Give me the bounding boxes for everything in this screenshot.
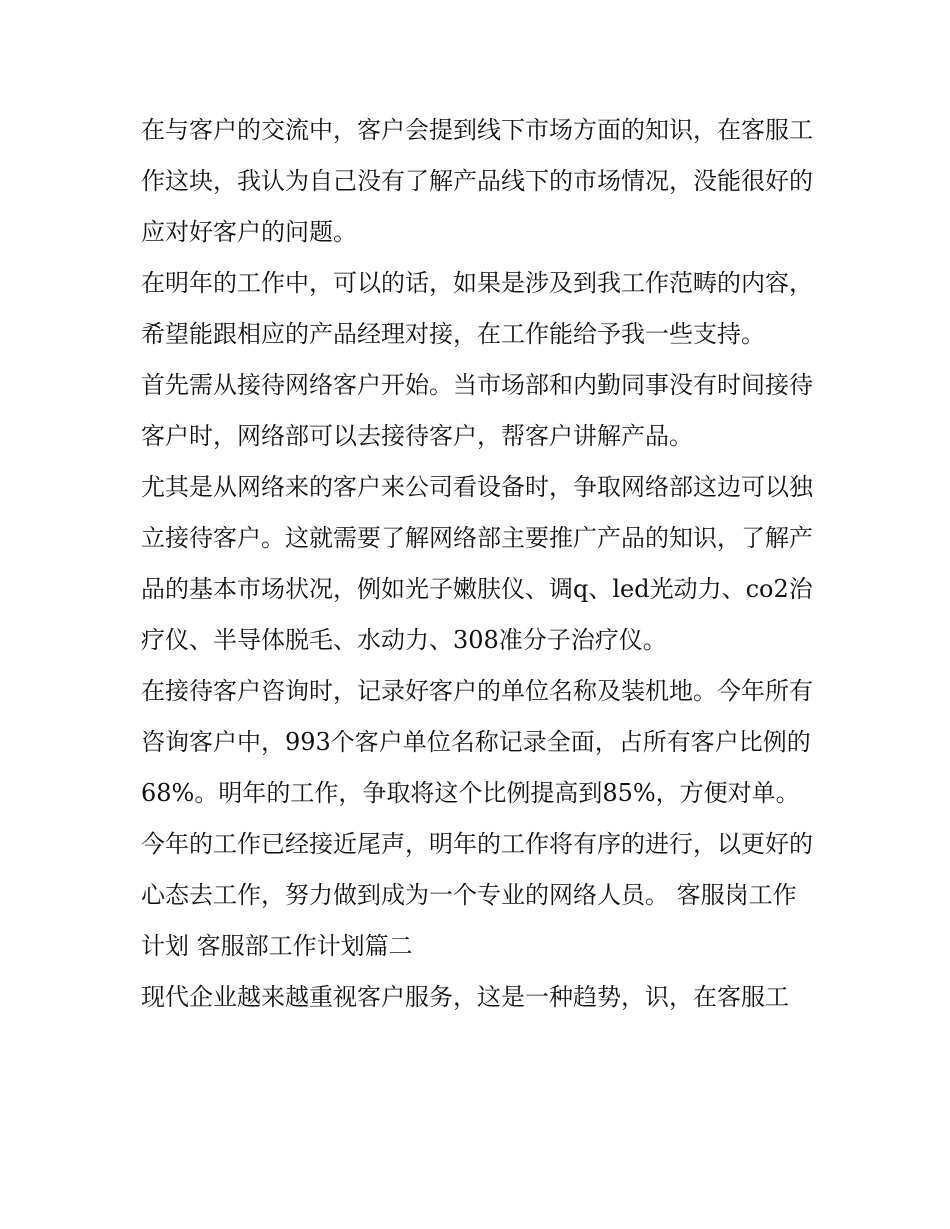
paragraph-6: 今年的工作已经接近尾声，明年的工作将有序的进行，以更好的心态去工作，努力做到成为一个专业的网络人员。 客服岗工作计划 客服部工作计划篇二 <box>141 830 813 960</box>
paragraph-7: 现代企业越来越重视客户服务，这是一种趋势，识，在客服工 <box>141 983 789 1011</box>
paragraph-1: 在与客户的交流中，客户会提到线下市场方面的知识，在客服工作这块，我认为自己没有了解产品线下的市场情况，没能很好的应对好客户的问题。 <box>141 116 813 246</box>
paragraph-2: 在明年的工作中，可以的话，如果是涉及到我工作范畴的内容，希望能跟相应的产品经理对接，在工作能给予我一些支持。 <box>141 269 813 348</box>
document-body <box>141 105 813 1023</box>
paragraph-3: 首先需从接待网络客户开始。当市场部和内勤同事没有时间接待客户时，网络部可以去接待客户，帮客户讲解产品。 <box>141 371 813 450</box>
paragraph-4: 尤其是从网络来的客户来公司看设备时，争取网络部这边可以独立接待客户。这就需要了解网络部主要推广产品的知识，了解产品的基本市场状况，例如光子嫩肤仪、调q、led光动力、co2治疗仪、半导体脱毛、水动力、308准分子治疗仪。 <box>141 473 813 654</box>
paragraph-5: 在接待客户咨询时，记录好客户的单位名称及装机地。今年所有咨询客户中，993个客户单位名称记录全面，占所有客户比例的68%。明年的工作，争取将这个比例提高到85%，方便对单。 <box>141 677 813 807</box>
